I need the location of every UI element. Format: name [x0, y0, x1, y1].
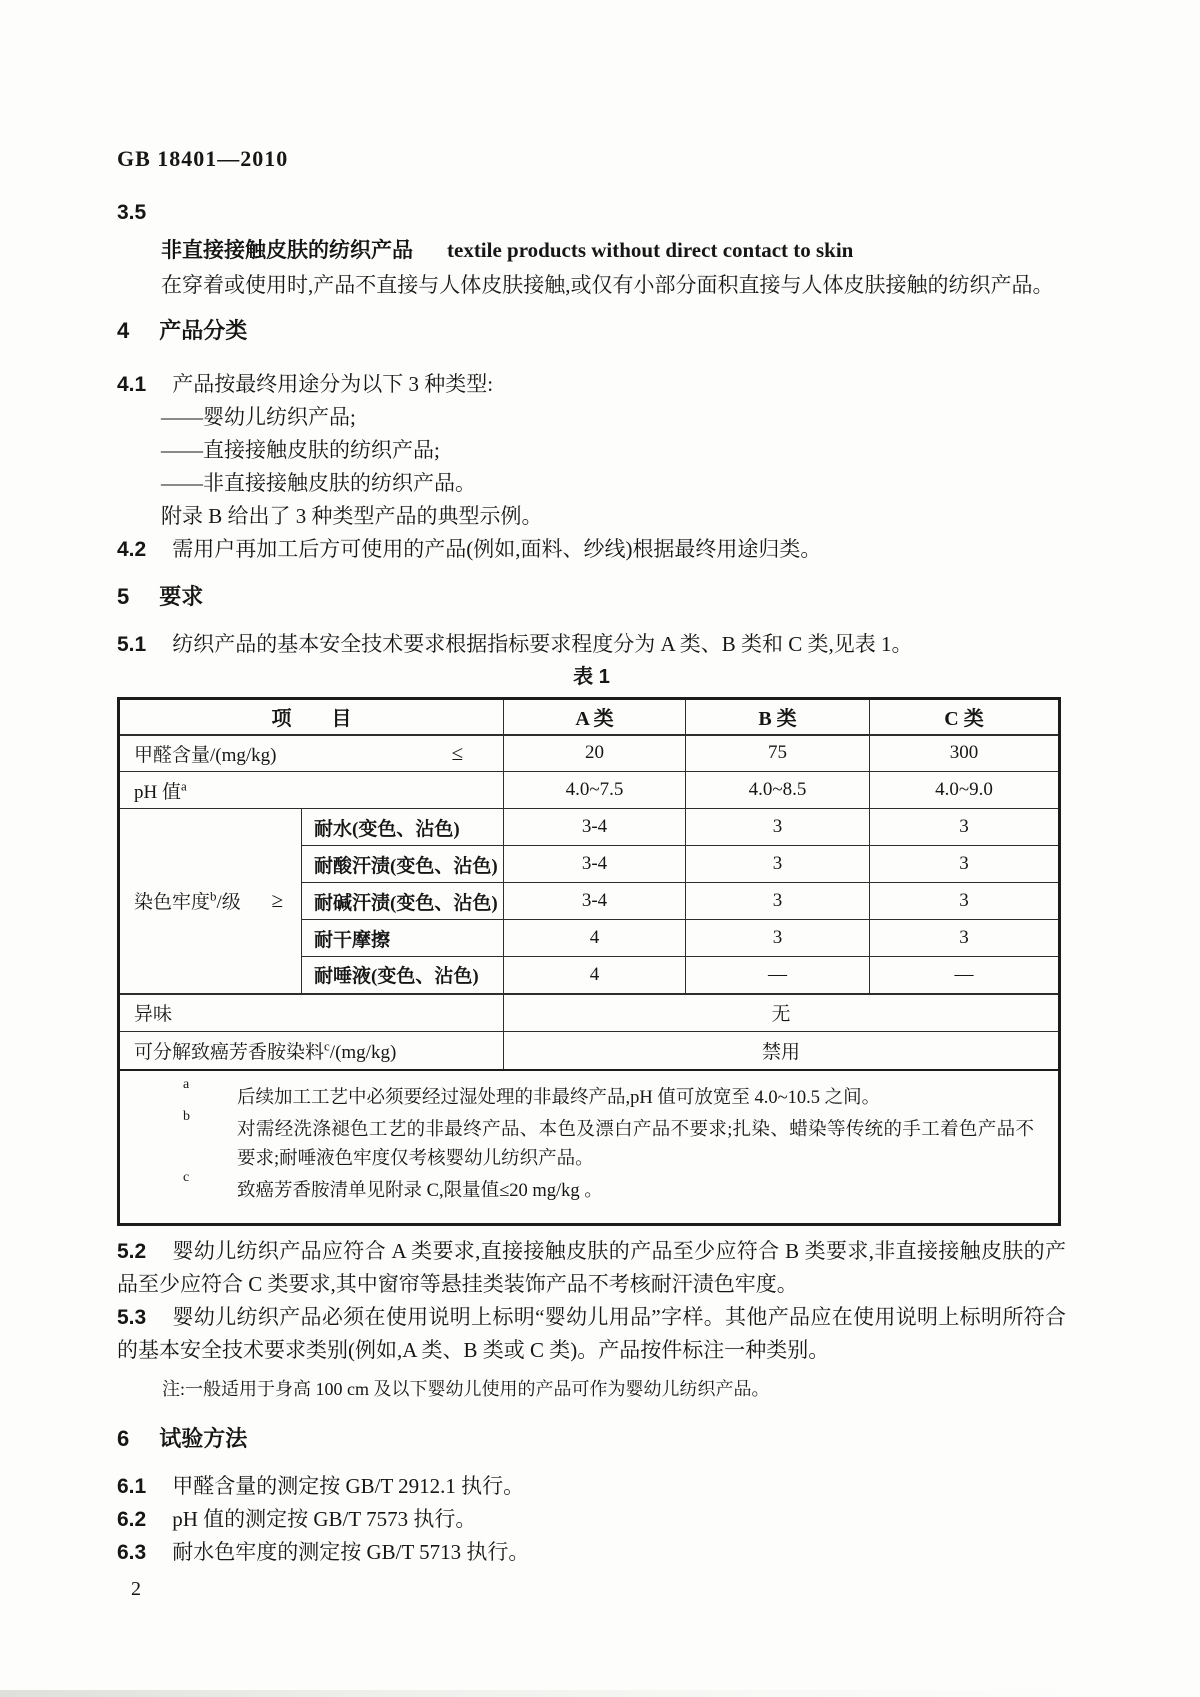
list-item-infant-products: ——婴幼儿纺织产品; [161, 405, 356, 429]
clause-5-2-text: 婴幼儿纺织产品应符合 A 类要求,直接接触皮肤的产品至少应符合 B 类要求,非直接接触皮肤的产品至少应符合 C 类要求,其中窗帘等悬挂类装饰产品不考核耐汗渍色牢度。 [117, 1238, 1066, 1296]
fastness-saliva-b: — [686, 957, 870, 994]
term-english: textile products without direct contact to skin [447, 238, 854, 262]
ph-label: pH 值 [134, 781, 181, 803]
fastness-water-c: 3 [870, 809, 1060, 846]
footnote-c: c 致癌芳香胺清单见附录 C,限量值≤20 mg/kg 。 [183, 1169, 603, 1201]
fastness-acid-a: 3-4 [504, 846, 686, 883]
clause-6-2 [117, 1503, 1066, 1536]
footnote-b-text: 对需经洗涤褪色工艺的非最终产品、本色及漂白产品不要求;扎染、蜡染等传统的手工着色产品不要求;耐唾液色牢度仅考核婴幼儿纺织产品。 [237, 1119, 1034, 1169]
term-chinese: 非直接接触皮肤的纺织产品 [161, 238, 413, 262]
col-header-class-c: C 类 [870, 699, 1060, 735]
row-aromatic-amines [119, 1032, 1060, 1070]
clause-4-2 [117, 533, 1066, 566]
row-odor [119, 994, 1060, 1032]
fastness-dry-rub-c: 3 [870, 920, 1060, 957]
fastness-group-cell [119, 809, 302, 994]
amines-label-suffix: /(mg/kg) [329, 1041, 397, 1063]
ph-label-cell [119, 772, 504, 809]
chapter-6-heading [117, 1424, 1066, 1454]
clause-6-1 [117, 1470, 1066, 1503]
chapter-6-number: 6 [117, 1425, 130, 1451]
col-header-class-b: B 类 [686, 699, 870, 735]
formaldehyde-c: 300 [870, 735, 1060, 772]
fastness-alkali-a: 3-4 [504, 883, 686, 920]
table-1 [117, 697, 1061, 1226]
amines-footnote-marker: c [324, 1038, 330, 1054]
clause-5-3-text: 婴幼儿纺织产品必须在使用说明上标明“婴幼儿用品”字样。其他产品应在使用说明上标明所符合的基本安全技术要求类别(例如,A 类、B 类或 C 类)。产品按件标注一种类别。 [117, 1304, 1066, 1362]
fastness-saliva-label: 耐唾液(变色、沾色) [302, 957, 504, 994]
term-definition-line [117, 237, 1066, 263]
clause-5-1 [117, 628, 1066, 661]
fastness-water-a: 3-4 [504, 809, 686, 846]
fastness-group-label: 染色牢度$^b$/级 [134, 888, 241, 914]
ph-footnote-marker: a [180, 778, 187, 794]
clause-4-2-number: 4.2 [117, 538, 147, 561]
footnote-a-text: 后续加工工艺中必须要经过湿处理的非最终产品,pH 值可放宽至 4.0~10.5 之间。 [237, 1087, 881, 1108]
ph-b: 4.0~8.5 [686, 772, 870, 809]
clause-6-3 [117, 1536, 1066, 1569]
amines-label-cell [119, 1032, 504, 1070]
chapter-4-number: 4 [117, 318, 130, 343]
fastness-alkali-b: 3 [686, 883, 870, 920]
chapter-5-title: 要求 [159, 584, 204, 609]
ph-c: 4.0~9.0 [870, 772, 1060, 809]
clause-3-5-number: 3.5 [117, 201, 147, 224]
clause-6-1-text: 甲醛含量的测定按 GB/T 2912.1 执行。 [172, 1473, 525, 1498]
fastness-acid-label: 耐酸汗渍(变色、沾色) [302, 846, 504, 883]
odor-value: 无 [504, 994, 1060, 1032]
amines-value: 禁用 [504, 1032, 1060, 1070]
clause-6-1-number: 6.1 [117, 1474, 147, 1498]
list-item-direct-contact: ——直接接触皮肤的纺织产品; [161, 438, 440, 462]
formaldehyde-label-cell [119, 735, 504, 772]
amines-label: 可分解致癌芳香胺染料 [134, 1041, 325, 1063]
chapter-4-heading [117, 316, 1066, 346]
table-1-caption: 表 1 [573, 666, 610, 688]
scan-artifact-bottom-edge [0, 1690, 1200, 1697]
chapter-5-number: 5 [117, 584, 130, 609]
clause-4-1-text: 产品按最终用途分为以下 3 种类型: [172, 372, 494, 396]
clause-5-2 [117, 1235, 1066, 1301]
fastness-dry-rub-a: 4 [504, 920, 686, 957]
chapter-4-title: 产品分类 [159, 318, 248, 343]
greater-equal-symbol: ≥ [271, 888, 283, 913]
col-header-item: 项 目 [119, 699, 504, 735]
formaldehyde-label: 甲醛含量/(mg/kg) [134, 744, 277, 766]
formaldehyde-a: 20 [504, 735, 686, 772]
clause-5-1-text: 纺织产品的基本安全技术要求根据指标要求程度分为 A 类、B 类和 C 类,见表 1。 [172, 632, 913, 656]
fastness-acid-c: 3 [870, 846, 1060, 883]
footnote-b: b 对需经洗涤褪色工艺的非最终产品、本色及漂白产品不要求;扎染、蜡染等传统的手工着色产品不要求;耐唾液色牢度仅考核婴幼儿纺织产品。 [183, 1108, 1034, 1169]
chapter-6-title: 试验方法 [159, 1425, 248, 1451]
fastness-dry-rub-b: 3 [686, 920, 870, 957]
fastness-alkali-c: 3 [870, 883, 1060, 920]
clause-4-1 [117, 368, 1066, 401]
odor-label: 异味 [119, 994, 504, 1032]
clause-5-1-number: 5.1 [117, 633, 147, 656]
doc-code: GB 18401—2010 [117, 146, 289, 171]
row-fastness-water [119, 809, 1060, 846]
clause-5-3 [117, 1301, 1066, 1367]
footnote-c-text: 致癌芳香胺清单见附录 C,限量值≤20 mg/kg 。 [237, 1180, 603, 1201]
fastness-alkali-label: 耐碱汗渍(变色、沾色) [302, 883, 504, 920]
table-header-row [119, 699, 1060, 735]
less-equal-symbol: ≤ [451, 740, 463, 765]
table-footnotes-row [119, 1070, 1060, 1225]
fastness-dry-rub-label: 耐干摩擦 [302, 920, 504, 957]
ph-a: 4.0~7.5 [504, 772, 686, 809]
clause-3-5-definition: 在穿着或使用时,产品不直接与人体皮肤接触,或仅有小部分面积直接与人体皮肤接触的纺织产品。 [161, 273, 1054, 297]
table-footnotes-cell [119, 1070, 1060, 1225]
fastness-saliva-c: — [870, 957, 1060, 994]
row-formaldehyde [119, 735, 1060, 772]
clause-4-1-number: 4.1 [117, 373, 147, 396]
fastness-water-label: 耐水(变色、沾色) [302, 809, 504, 846]
clause-6-3-number: 6.3 [117, 1540, 147, 1564]
appendix-b-note: 附录 B 给出了 3 种类型产品的典型示例。 [161, 504, 543, 528]
page-number: 2 [131, 1577, 141, 1600]
clause-4-2-text: 需用户再加工后方可使用的产品(例如,面料、纱线)根据最终用途归类。 [172, 537, 822, 561]
fastness-acid-b: 3 [686, 846, 870, 883]
clause-5-2-number: 5.2 [117, 1239, 147, 1263]
col-header-class-a: A 类 [504, 699, 686, 735]
list-item-indirect-contact: ——非直接接触皮肤的纺织产品。 [161, 471, 476, 495]
row-ph [119, 772, 1060, 809]
chapter-5-heading [117, 582, 1066, 612]
fastness-footnote-marker: b [210, 888, 217, 904]
fastness-water-b: 3 [686, 809, 870, 846]
clause-6-2-text: pH 值的测定按 GB/T 7573 执行。 [172, 1506, 477, 1531]
clause-6-2-number: 6.2 [117, 1507, 147, 1531]
fastness-saliva-a: 4 [504, 957, 686, 994]
footnote-a: a 后续加工工艺中必须要经过湿处理的非最终产品,pH 值可放宽至 4.0~10.5 之间。 [183, 1076, 881, 1108]
clause-6-3-text: 耐水色牢度的测定按 GB/T 5713 执行。 [172, 1539, 530, 1564]
note-infant-height: 注:一般适用于身高 100 cm 及以下婴幼儿使用的产品可作为婴幼儿纺织产品。 [162, 1378, 770, 1399]
clause-5-3-number: 5.3 [117, 1305, 147, 1329]
formaldehyde-b: 75 [686, 735, 870, 772]
